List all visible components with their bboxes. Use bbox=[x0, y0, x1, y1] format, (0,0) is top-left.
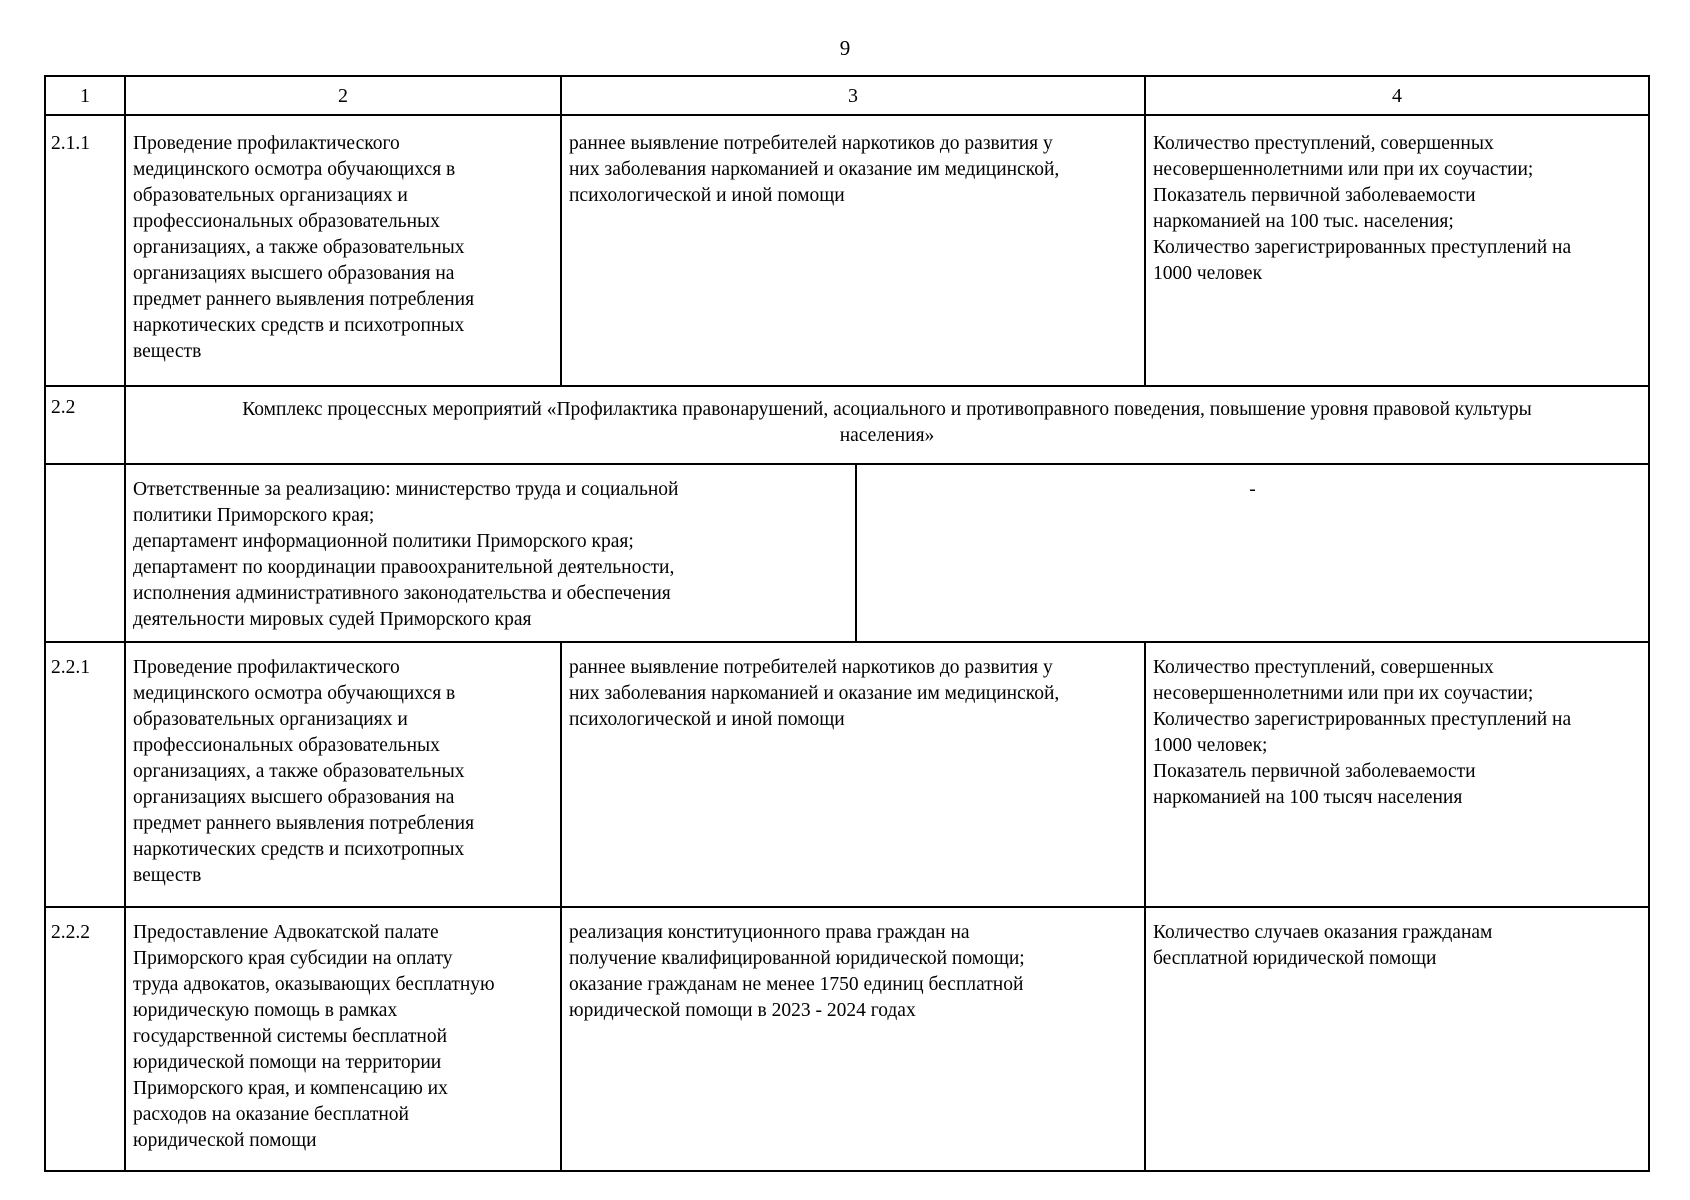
table-row bbox=[45, 642, 1649, 907]
header-col-2: 2 bbox=[125, 76, 561, 115]
section-title-cell bbox=[125, 386, 1649, 464]
effect-cell bbox=[561, 642, 1145, 907]
row-number: 2.2.1 bbox=[45, 642, 125, 907]
indicators-cell bbox=[1145, 642, 1649, 907]
effect-text: раннее выявление потребителей наркотиков до развития у них заболевания наркоманией и оказание им медицинской, психологической и иной помощи bbox=[569, 657, 1060, 730]
responsible-cell bbox=[125, 464, 856, 642]
table-row bbox=[45, 115, 1649, 386]
task-text: Проведение профилактического медицинского осмотра обучающихся в образовательных организациях и профессиональных образовательных организациях, а также образовательных организациях высшего образования на предмет раннего выявления потребления наркотических средств и психотропных веществ bbox=[133, 133, 475, 362]
responsible-text: Ответственные за реализацию: министерство труда и социальной политики Приморского края; департамент информационной политики Приморского края; департамент по координации правоохранительной деятельности, исполнения административного законодательства и обеспечения деятельности мировых судей Приморского края bbox=[133, 479, 679, 630]
indicators-cell bbox=[1145, 115, 1649, 386]
row-number: 2.1.1 bbox=[45, 115, 125, 386]
section-number: 2.2 bbox=[45, 386, 125, 464]
indicators-text: Количество случаев оказания гражданам бесплатной юридической помощи bbox=[1153, 922, 1493, 969]
indicators-text: Количество преступлений, совершенных несовершеннолетними или при их соучастии; Показатель первичной заболеваемости наркоманией на 100 тыс. населения; Количество зарегистрированных преступлений на 1000 человек bbox=[1153, 133, 1572, 284]
section-title: Комплекс процессных мероприятий «Профилактика правонарушений, асоциального и противоправного поведения, повышение уровня правовой культуры населения» bbox=[242, 399, 1532, 446]
task-cell bbox=[125, 907, 561, 1171]
task-text: Предоставление Адвокатской палате Приморского края субсидии на оплату труда адвокатов, оказывающих бесплатную юридическую помощь в рамках государственной системы бесплатной юридической помощи на территории Приморского края, и компенсацию их расходов на оказание бесплатной юридической помощи bbox=[133, 922, 495, 1151]
indicators-text: Количество преступлений, совершенных несовершеннолетними или при их соучастии; Количество зарегистрированных преступлений на 1000 человек; Показатель первичной заболеваемости наркоманией на 100 тысяч населения bbox=[1153, 657, 1572, 808]
task-cell bbox=[125, 642, 561, 907]
header-col-4: 4 bbox=[1145, 76, 1649, 115]
header-col-1: 1 bbox=[45, 76, 125, 115]
table-row bbox=[45, 907, 1649, 1171]
effect-text: раннее выявление потребителей наркотиков до развития у них заболевания наркоманией и оказание им медицинской, психологической и иной помощи bbox=[569, 133, 1060, 206]
header-col-3: 3 bbox=[561, 76, 1145, 115]
table-header-row bbox=[45, 76, 1649, 115]
task-text: Проведение профилактического медицинского осмотра обучающихся в образовательных организациях и профессиональных образовательных организациях, а также образовательных организациях высшего образования на предмет раннего выявления потребления наркотических средств и психотропных веществ bbox=[133, 657, 475, 886]
effect-cell bbox=[561, 907, 1145, 1171]
empty-number-cell bbox=[45, 464, 125, 642]
measures-table bbox=[44, 75, 1650, 1172]
task-cell bbox=[125, 115, 561, 386]
page-number: 9 bbox=[839, 36, 851, 60]
dash-text: - bbox=[1249, 479, 1256, 500]
effect-text: реализация конституционного права граждан на получение квалифицированной юридической помощи; оказание гражданам не менее 1750 единиц бесплатной юридической помощи в 2023 - 2024 годах bbox=[569, 922, 1025, 1021]
indicators-cell bbox=[1145, 907, 1649, 1171]
effect-cell bbox=[561, 115, 1145, 386]
row-number: 2.2.2 bbox=[45, 907, 125, 1171]
section-row bbox=[45, 386, 1649, 464]
dash-cell bbox=[856, 464, 1649, 642]
responsible-row bbox=[45, 464, 1649, 642]
